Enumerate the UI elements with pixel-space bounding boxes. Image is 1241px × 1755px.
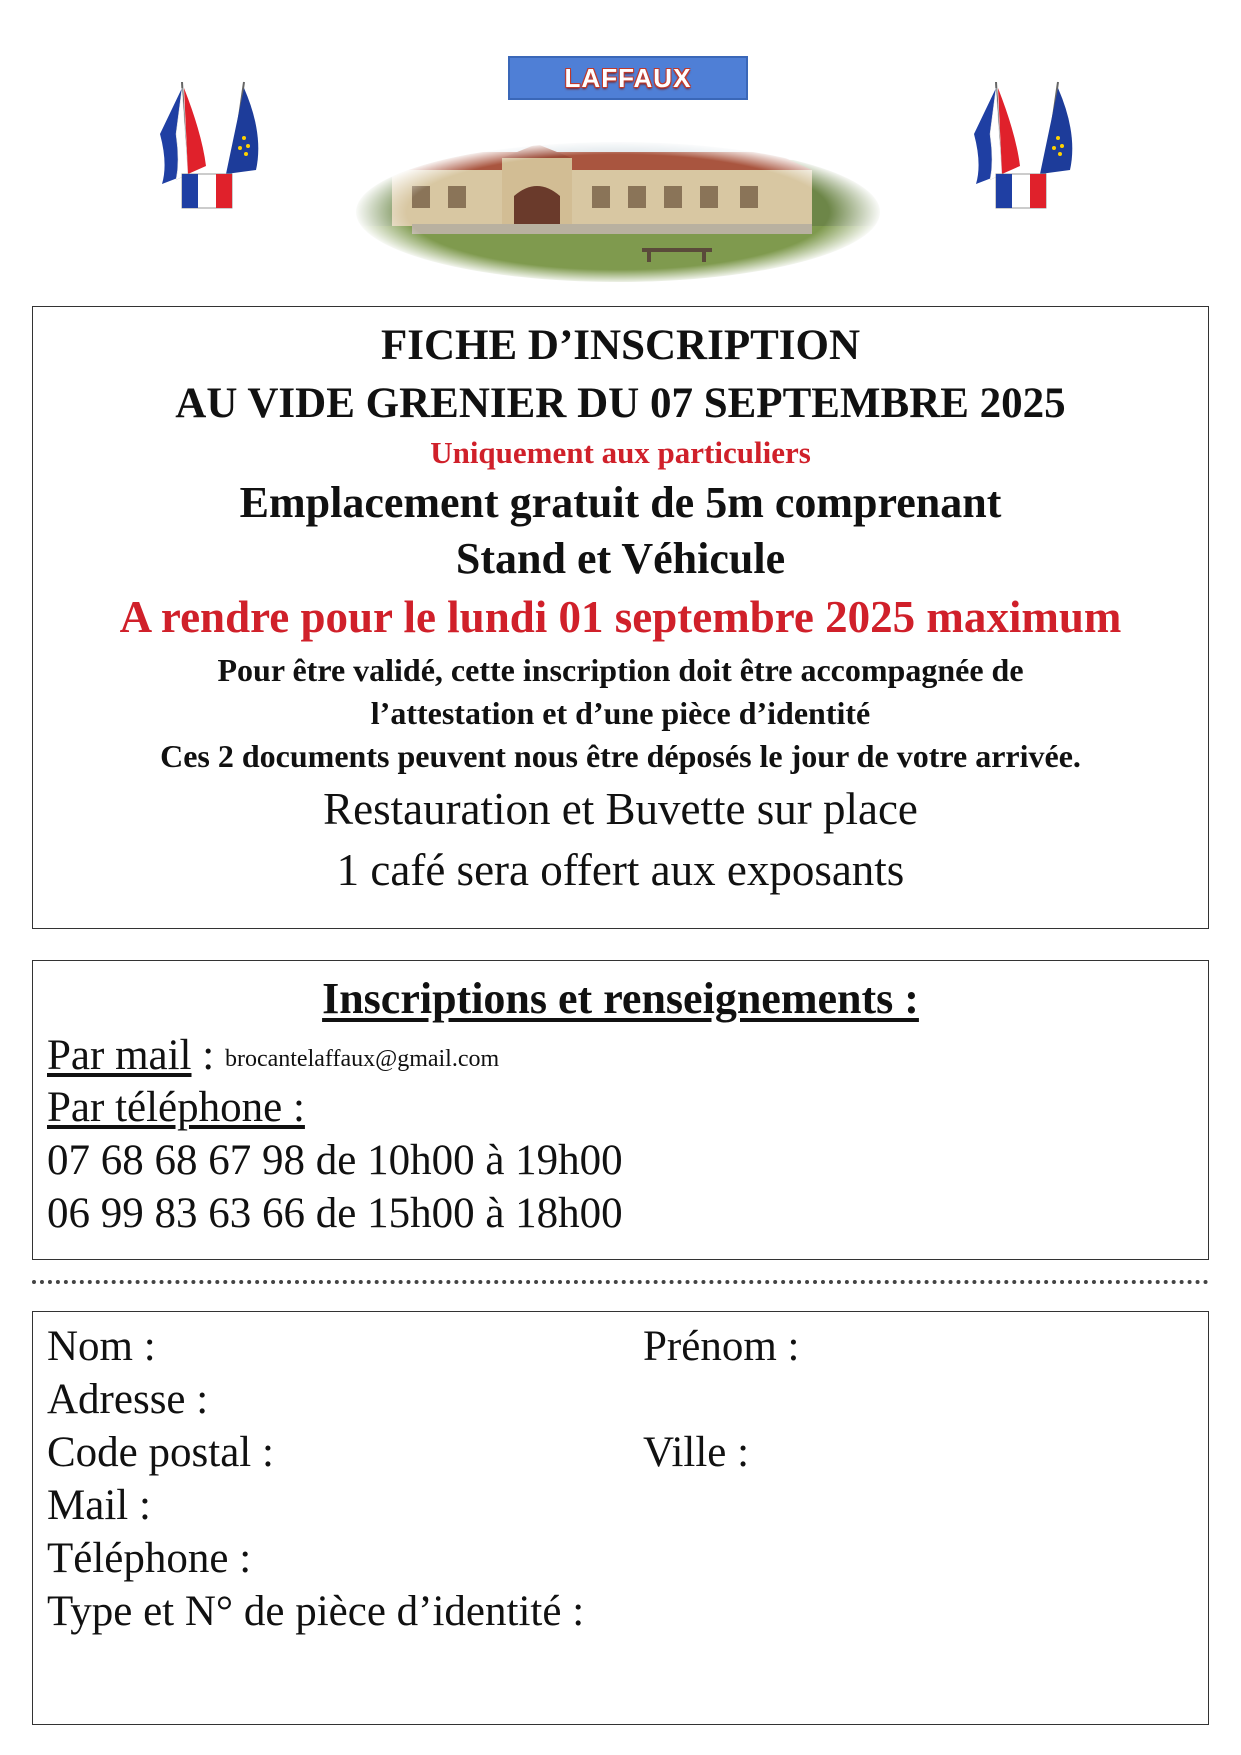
flags-emblem-icon [148, 74, 278, 214]
restriction-note: Uniquement aux particuliers [430, 435, 811, 470]
catering-note: Restauration et Buvette sur place [323, 784, 918, 834]
event-title: AU VIDE GRENIER DU 07 SEPTEMBRE 2025 [175, 380, 1066, 427]
offer-line-2: Stand et Véhicule [455, 534, 786, 583]
phone-label: Par téléphone : [47, 1084, 305, 1131]
cut-line-divider [32, 1280, 1209, 1284]
contact-box [32, 960, 1209, 1260]
mail-separator: : [191, 1032, 225, 1079]
phone-number-1: 07 68 68 67 98 de 10h00 à 19h00 [47, 1137, 623, 1184]
field-code-postal[interactable]: Code postal : [47, 1429, 274, 1476]
field-adresse[interactable]: Adresse : [47, 1376, 209, 1423]
coffee-note: 1 café sera offert aux exposants [336, 845, 905, 895]
deadline-notice: A rendre pour le lundi 01 septembre 2025 maximum [119, 592, 1122, 642]
field-telephone[interactable]: Téléphone : [47, 1535, 252, 1582]
phone-number-2: 06 99 83 63 66 de 15h00 à 18h00 [47, 1190, 623, 1237]
town-name-badge: LAFFAUX [508, 56, 748, 100]
field-nom[interactable]: Nom : [47, 1323, 156, 1370]
mail-contact-row [47, 1031, 499, 1080]
flags-emblem-icon [962, 74, 1092, 214]
field-prenom[interactable]: Prénom : [643, 1323, 800, 1370]
form-title: FICHE D’INSCRIPTION [380, 322, 861, 369]
offer-line-1: Emplacement gratuit de 5m comprenant [239, 478, 1002, 527]
field-mail[interactable]: Mail : [47, 1482, 151, 1529]
mail-label: Par mail [47, 1032, 192, 1079]
townhall-photo [352, 140, 884, 285]
condition-line-1: Pour être validé, cette inscription doit être accompagnée de [217, 652, 1024, 688]
condition-line-3: Ces 2 documents peuvent nous être déposés le jour de votre arrivée. [160, 738, 1081, 774]
contact-title: Inscriptions et renseignements : [322, 974, 919, 1023]
mail-address-link[interactable]: brocantelaffaux@gmail.com [224, 1046, 500, 1072]
registration-form [32, 1311, 1209, 1725]
field-ville[interactable]: Ville : [643, 1429, 750, 1476]
event-info-box [32, 306, 1209, 929]
field-piece-identite[interactable]: Type et N° de pièce d’identité : [47, 1588, 585, 1635]
condition-line-2: l’attestation et d’une pièce d’identité [370, 695, 871, 731]
